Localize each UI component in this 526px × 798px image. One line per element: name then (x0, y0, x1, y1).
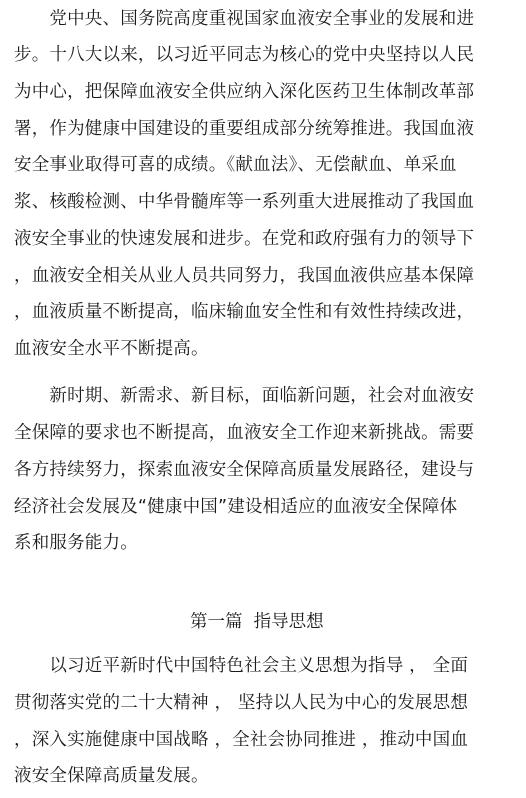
paragraph-line: 全保障的要求也不断提高，血液安全工作迎来新挑战。需要 (14, 423, 475, 443)
paragraph-line: 步。十八大以来，以习近平同志为核心的党中央坚持以人民 (14, 45, 475, 65)
paragraph-line: 经济社会发展及“健康中国”建设相适应的血液安全保障体 (14, 497, 458, 517)
paragraph-line: ，血液安全相关从业人员共同努力，我国血液供应基本保障 (14, 266, 475, 286)
paragraph-line: 液安全事业的快速发展和进步。在党和政府强有力的领导下 (14, 229, 475, 249)
paragraph-line: 以习近平新时代中国特色社会主义思想为指导 ， 全面 (14, 656, 469, 676)
paragraph-line: 贯彻落实党的二十大精神 ， 坚持以人民为中心的发展思想 (14, 693, 469, 713)
paragraph-line: 署，作为健康中国建设的重要组成部分统筹推进。我国血液 (14, 119, 475, 139)
paragraph-line: 党中央、国务院高度重视国家血液安全事业的发展和进 (14, 9, 475, 29)
paragraph-line: 浆、核酸检测、中华骨髓库等一系列重大进展推动了我国血 (14, 192, 475, 212)
paragraph-line: ，深入实施健康中国战略 ，全社会协同推进 ，推动中国血 (14, 730, 469, 750)
paragraph-line: 安全事业取得可喜的成绩。《献血法》、无偿献血、单采血 (14, 155, 457, 175)
paragraph-line: 为中心，把保障血液安全供应纳入深化医药卫生体制改革部 (14, 82, 475, 102)
paragraph-line: ，血液质量不断提高，临床输血安全性和有效性持续改进， (14, 302, 475, 322)
section-heading: 第一篇 指导思想 (190, 612, 324, 632)
paragraph-line: 液安全保障高质量发展。 (14, 766, 209, 786)
paragraph-line: 新时期、新需求、新目标，面临新问题，社会对血液安 (14, 386, 475, 406)
paragraph-line: 系和服务能力。 (14, 533, 138, 553)
paragraph-line: 各方持续努力，探索血液安全保障高质量发展路径，建设与 (14, 460, 475, 480)
paragraph-line: 血液安全水平不断提高。 (14, 339, 209, 359)
